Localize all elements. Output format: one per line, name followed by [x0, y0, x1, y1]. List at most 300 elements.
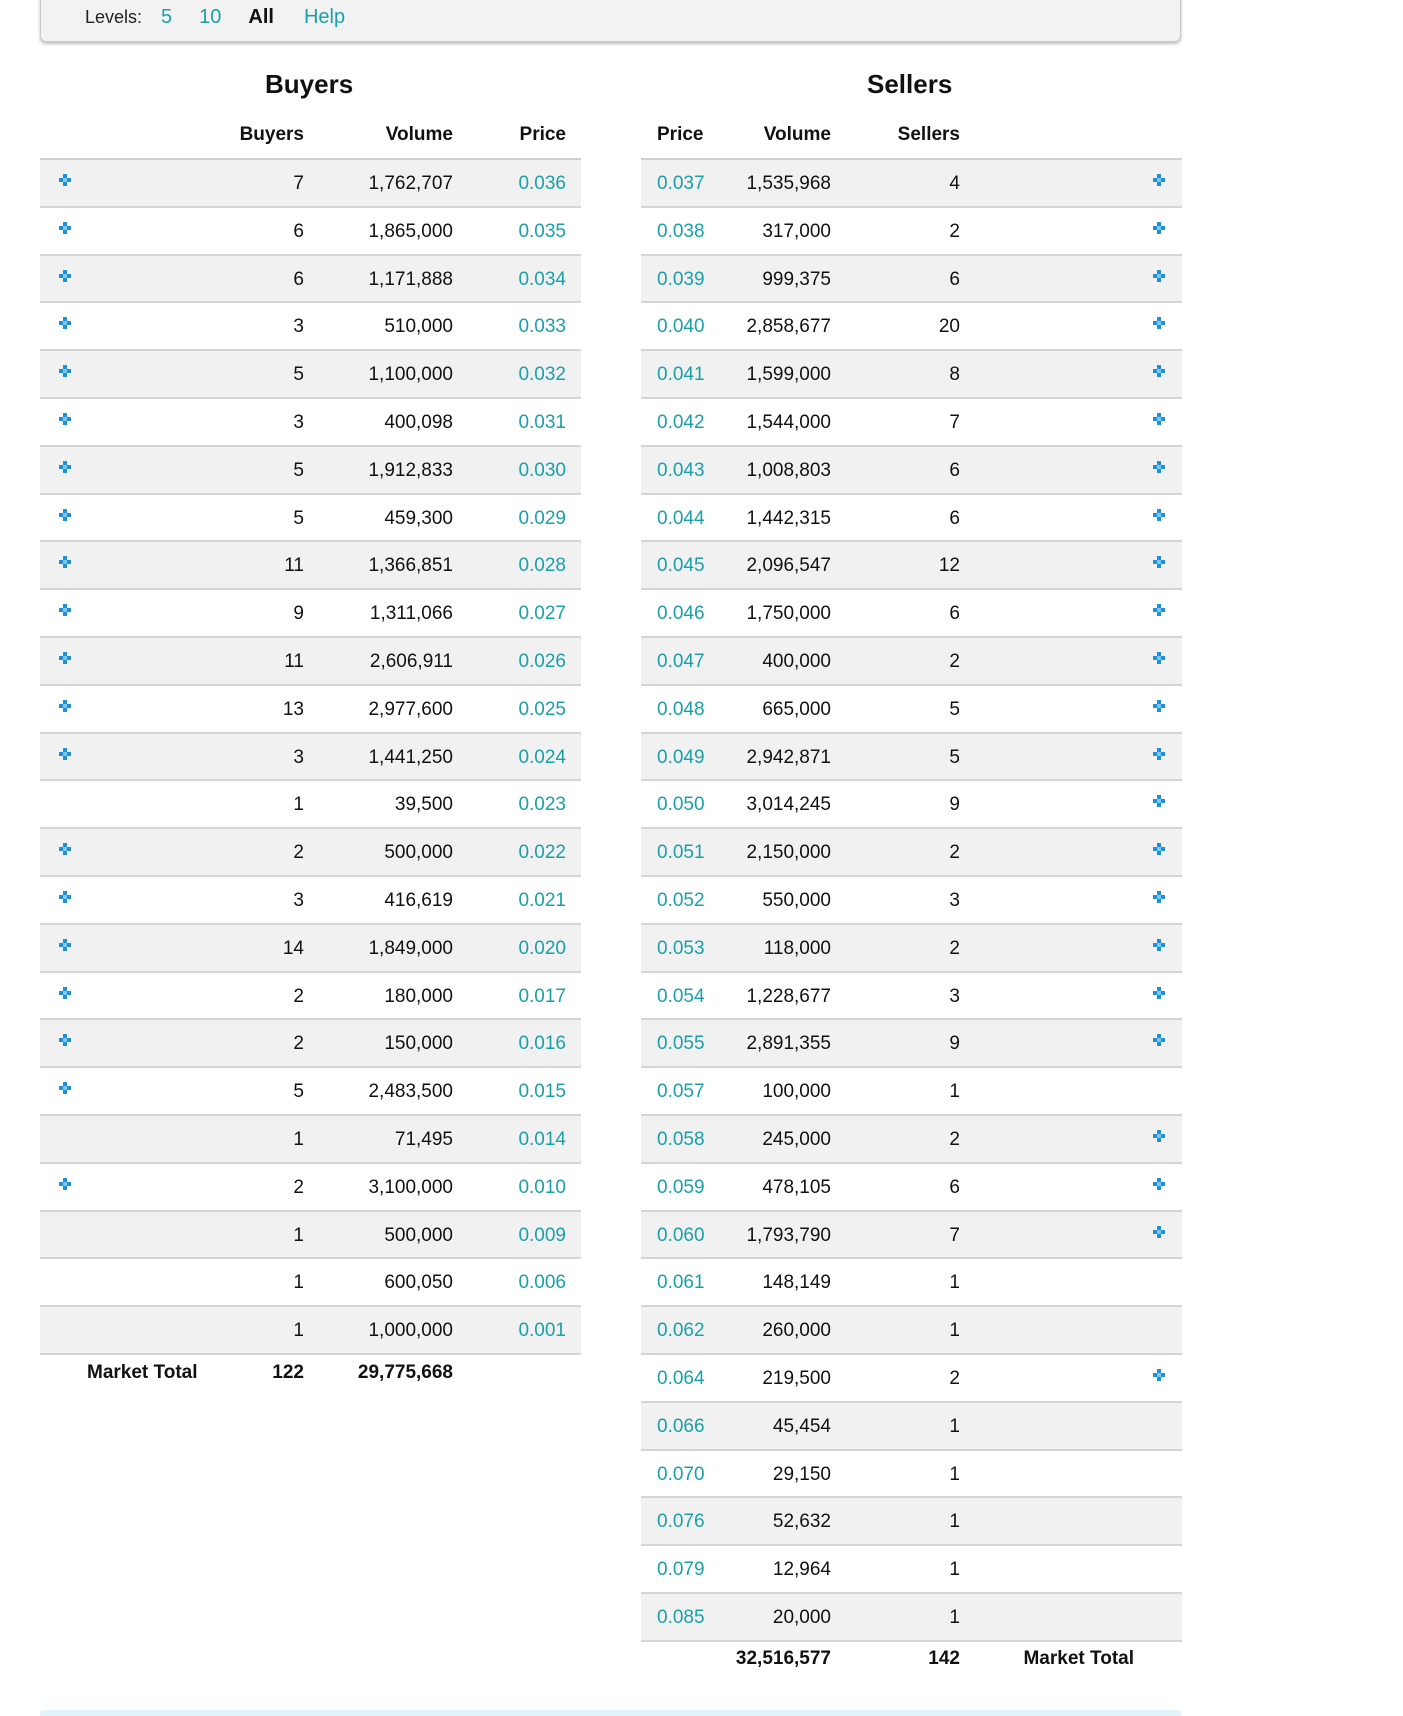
plus-icon-center [63, 1038, 67, 1042]
sellers-total-volume: 32,516,577 [735, 1648, 831, 1669]
seller-price-link[interactable]: 0.061 [657, 1272, 705, 1294]
seller-price-link[interactable]: 0.041 [657, 364, 705, 386]
seller-price-link[interactable]: 0.076 [657, 1511, 705, 1533]
buyer-count: 1 [293, 794, 304, 816]
buyer-price-link[interactable]: 0.034 [518, 268, 566, 290]
seller-count: 5 [949, 698, 960, 720]
buyer-count: 6 [293, 220, 304, 242]
seller-row [641, 399, 1182, 447]
seller-price-link[interactable]: 0.070 [657, 1463, 705, 1485]
plus-icon[interactable] [1152, 1368, 1166, 1382]
seller-price-link[interactable]: 0.054 [657, 985, 705, 1007]
plus-icon[interactable] [1152, 221, 1166, 235]
seller-price-link[interactable]: 0.059 [657, 1176, 705, 1198]
plus-icon-center [63, 1086, 67, 1090]
seller-price-link[interactable]: 0.038 [657, 220, 705, 242]
buyer-volume: 3,100,000 [368, 1176, 453, 1198]
sellers-market-total [641, 1638, 1182, 1678]
buyer-volume: 1,311,066 [369, 603, 453, 625]
buyers-count-header: Buyers [239, 124, 304, 145]
buyer-row [40, 1259, 581, 1307]
seller-price-link[interactable]: 0.037 [657, 173, 705, 194]
seller-count: 5 [949, 746, 960, 768]
seller-volume: 1,535,968 [746, 173, 831, 194]
plus-icon-center [1157, 943, 1161, 947]
plus-icon[interactable] [58, 1033, 72, 1047]
buyer-price-link[interactable]: 0.026 [518, 650, 566, 672]
buyer-count: 1 [293, 1320, 304, 1342]
buyer-count: 13 [282, 698, 304, 720]
seller-row [641, 1546, 1182, 1594]
buyer-row [40, 973, 581, 1021]
plus-icon-center [63, 704, 67, 708]
buyers-total-label: Market Total [87, 1362, 198, 1383]
buyer-row [40, 1164, 581, 1212]
plus-icon-center [1157, 656, 1161, 660]
plus-icon[interactable] [1152, 1225, 1166, 1239]
buyer-row [40, 208, 581, 256]
plus-icon-center [63, 1182, 67, 1186]
buyer-volume: 1,171,888 [368, 268, 453, 290]
buyer-row [40, 1116, 581, 1164]
buyer-price-link[interactable]: 0.017 [518, 985, 566, 1007]
plus-icon-center [1157, 799, 1161, 803]
plus-icon[interactable] [1152, 651, 1166, 665]
plus-icon[interactable] [58, 412, 72, 426]
seller-count: 6 [949, 507, 960, 529]
seller-row [641, 925, 1182, 973]
seller-row [641, 1116, 1182, 1164]
plus-icon-center [1157, 847, 1161, 851]
seller-row [641, 686, 1182, 734]
buyer-volume: 600,050 [384, 1272, 453, 1294]
plus-icon-center [1157, 704, 1161, 708]
buyer-row [40, 638, 581, 686]
buyer-price-link[interactable]: 0.016 [518, 1033, 566, 1055]
buyer-price-link[interactable]: 0.024 [518, 746, 566, 768]
buyer-price-link[interactable]: 0.015 [518, 1081, 566, 1103]
buyers-title: Buyers [265, 69, 354, 99]
plus-icon-center [1157, 1373, 1161, 1377]
seller-count: 12 [938, 555, 960, 577]
seller-price-link[interactable]: 0.040 [657, 316, 705, 338]
plus-icon-center [1157, 226, 1161, 230]
buyer-volume: 150,000 [384, 1033, 453, 1055]
buyer-row [40, 447, 581, 495]
buyer-volume: 1,100,000 [368, 364, 453, 386]
plus-icon-center [63, 895, 67, 899]
buyer-volume: 400,098 [384, 411, 453, 433]
plus-icon[interactable] [1152, 173, 1166, 187]
buyer-count: 3 [293, 316, 304, 338]
buyer-price-link[interactable]: 0.027 [518, 603, 566, 625]
seller-count: 1 [949, 1606, 960, 1628]
seller-volume: 2,096,547 [746, 555, 831, 577]
levels-panel [40, 0, 1181, 42]
seller-volume: 260,000 [762, 1320, 831, 1342]
buyer-price-link[interactable]: 0.030 [518, 459, 566, 481]
seller-count: 2 [949, 220, 960, 242]
plus-icon[interactable] [1152, 938, 1166, 952]
plus-icon-center [1157, 1038, 1161, 1042]
buyer-volume: 459,300 [384, 507, 453, 529]
seller-volume: 1,599,000 [746, 364, 831, 386]
seller-count: 7 [949, 411, 960, 433]
seller-volume: 100,000 [762, 1081, 831, 1103]
buyer-volume: 1,849,000 [368, 937, 453, 959]
buyers-column-headers [40, 122, 581, 158]
seller-count: 3 [949, 889, 960, 911]
plus-icon[interactable] [58, 747, 72, 761]
buyer-price-link[interactable]: 0.033 [518, 316, 566, 338]
seller-row [641, 256, 1182, 304]
plus-icon-center [1157, 991, 1161, 995]
buyer-count: 7 [293, 173, 304, 194]
seller-count: 1 [949, 1415, 960, 1437]
seller-volume: 2,891,355 [746, 1033, 831, 1055]
plus-icon-center [1157, 1230, 1161, 1234]
plus-icon-center [1157, 321, 1161, 325]
plus-icon[interactable] [58, 460, 72, 474]
seller-row [641, 1594, 1182, 1642]
levels-selector [85, 6, 372, 29]
bottom-panel-edge [40, 1710, 1181, 1716]
seller-row [641, 1403, 1182, 1451]
buyer-count: 14 [282, 937, 304, 959]
seller-price-link[interactable]: 0.058 [657, 1128, 705, 1150]
plus-icon-center [1157, 465, 1161, 469]
plus-icon[interactable] [1152, 460, 1166, 474]
plus-icon[interactable] [58, 269, 72, 283]
seller-volume: 1,442,315 [746, 507, 831, 529]
plus-icon[interactable] [58, 1177, 72, 1191]
seller-price-link[interactable]: 0.057 [657, 1081, 705, 1103]
plus-icon[interactable] [58, 555, 72, 569]
seller-volume: 2,150,000 [746, 842, 831, 864]
plus-icon[interactable] [58, 986, 72, 1000]
plus-icon[interactable] [1152, 1129, 1166, 1143]
plus-icon-center [1157, 274, 1161, 278]
plus-icon[interactable] [58, 508, 72, 522]
buyer-row [40, 495, 581, 543]
sellers-price-header: Price [657, 124, 704, 145]
plus-icon[interactable] [1152, 842, 1166, 856]
buyer-row [40, 590, 581, 638]
seller-count: 6 [949, 603, 960, 625]
plus-icon[interactable] [58, 699, 72, 713]
sellers-total-count: 142 [928, 1648, 960, 1669]
plus-icon-center [1157, 417, 1161, 421]
buyer-price-link[interactable]: 0.021 [518, 889, 566, 911]
plus-icon-center [1157, 895, 1161, 899]
seller-volume: 1,750,000 [746, 603, 831, 625]
plus-icon[interactable] [58, 173, 72, 187]
seller-row [641, 734, 1182, 782]
seller-volume: 1,793,790 [746, 1224, 831, 1246]
seller-row [641, 160, 1182, 208]
buyer-count: 2 [293, 1176, 304, 1198]
level-option-10[interactable]: 10 [199, 6, 222, 28]
buyer-row [40, 877, 581, 925]
help-link[interactable]: Help [303, 6, 346, 28]
seller-price-link[interactable]: 0.046 [657, 603, 705, 625]
buyer-row [40, 256, 581, 304]
seller-price-link[interactable]: 0.053 [657, 937, 705, 959]
buyer-volume: 180,000 [384, 985, 453, 1007]
seller-price-link[interactable]: 0.064 [657, 1367, 705, 1389]
seller-volume: 550,000 [762, 889, 831, 911]
seller-row [641, 1355, 1182, 1403]
seller-price-link[interactable]: 0.062 [657, 1320, 705, 1342]
buyer-price-link[interactable]: 0.009 [518, 1224, 566, 1246]
plus-icon[interactable] [1152, 508, 1166, 522]
seller-price-link[interactable]: 0.047 [657, 650, 705, 672]
level-option-5[interactable]: 5 [161, 6, 173, 28]
buyer-volume: 1,000,000 [368, 1320, 453, 1342]
plus-icon[interactable] [1152, 269, 1166, 283]
plus-icon-center [63, 274, 67, 278]
sellers-column-headers [641, 122, 1182, 158]
seller-price-link[interactable]: 0.052 [657, 889, 705, 911]
plus-icon[interactable] [58, 842, 72, 856]
buyer-row [40, 686, 581, 734]
plus-icon-center [1157, 369, 1161, 373]
buyer-volume: 2,606,911 [369, 650, 453, 672]
sellers-title: Sellers [867, 69, 953, 99]
seller-price-link[interactable]: 0.051 [657, 842, 705, 864]
buyer-price-link[interactable]: 0.006 [518, 1272, 566, 1294]
buyer-count: 2 [293, 1033, 304, 1055]
seller-count: 1 [949, 1320, 960, 1342]
buyer-row [40, 1068, 581, 1116]
plus-icon[interactable] [58, 890, 72, 904]
buyer-count: 9 [293, 603, 304, 625]
buyer-price-link[interactable]: 0.001 [518, 1320, 566, 1342]
buyer-row [40, 399, 581, 447]
plus-icon-center [1157, 513, 1161, 517]
buyers-rows [40, 158, 581, 1355]
seller-volume: 118,000 [763, 937, 831, 959]
seller-row [641, 1068, 1182, 1116]
buyer-count: 11 [284, 650, 304, 672]
sellers-count-header: Sellers [897, 124, 960, 145]
seller-price-link[interactable]: 0.055 [657, 1033, 705, 1055]
buyer-row [40, 160, 581, 208]
buyer-price-link[interactable]: 0.010 [518, 1176, 566, 1198]
buyer-row [40, 1020, 581, 1068]
buyer-count: 1 [293, 1224, 304, 1246]
seller-price-link[interactable]: 0.060 [657, 1224, 705, 1246]
seller-price-link[interactable]: 0.049 [657, 746, 705, 768]
buyer-count: 11 [284, 555, 304, 577]
seller-volume: 12,964 [772, 1559, 831, 1581]
plus-icon[interactable] [1152, 747, 1166, 761]
buyer-volume: 500,000 [384, 1224, 453, 1246]
buyer-count: 5 [293, 1081, 304, 1103]
buyer-price-link[interactable]: 0.036 [518, 173, 566, 194]
plus-icon[interactable] [58, 1081, 72, 1095]
buyer-price-link[interactable]: 0.022 [518, 842, 566, 864]
seller-volume: 219,500 [762, 1367, 831, 1389]
seller-count: 4 [949, 173, 960, 194]
buyer-price-link[interactable]: 0.029 [518, 507, 566, 529]
seller-count: 8 [949, 364, 960, 386]
buyer-volume: 71,495 [394, 1128, 453, 1150]
buyer-count: 5 [293, 507, 304, 529]
buyer-row [40, 303, 581, 351]
plus-icon[interactable] [58, 316, 72, 330]
plus-icon-center [63, 369, 67, 373]
seller-count: 2 [949, 1367, 960, 1389]
plus-icon-center [63, 943, 67, 947]
seller-volume: 2,858,677 [746, 316, 831, 338]
seller-count: 6 [949, 1176, 960, 1198]
buyer-price-link[interactable]: 0.032 [518, 364, 566, 386]
buyer-volume: 416,619 [384, 889, 453, 911]
buyer-row [40, 1212, 581, 1260]
plus-icon[interactable] [1152, 890, 1166, 904]
buyers-volume-header: Volume [385, 124, 453, 145]
seller-price-link[interactable]: 0.044 [657, 507, 705, 529]
buyer-price-link[interactable]: 0.025 [518, 698, 566, 720]
seller-count: 20 [938, 316, 960, 338]
buyer-volume: 2,483,500 [368, 1081, 453, 1103]
plus-icon-center [63, 321, 67, 325]
seller-price-link[interactable]: 0.050 [657, 794, 705, 816]
seller-price-link[interactable]: 0.043 [657, 459, 705, 481]
seller-count: 6 [949, 459, 960, 481]
seller-price-link[interactable]: 0.048 [657, 698, 705, 720]
seller-row [641, 638, 1182, 686]
level-option-all[interactable]: All [248, 6, 274, 28]
plus-icon-center [1157, 1134, 1161, 1138]
seller-price-link[interactable]: 0.045 [657, 555, 705, 577]
plus-icon-center [63, 752, 67, 756]
seller-volume: 52,632 [772, 1511, 831, 1533]
seller-volume: 2,942,871 [746, 746, 831, 768]
seller-count: 2 [949, 842, 960, 864]
seller-volume: 1,008,803 [746, 459, 831, 481]
buyer-volume: 500,000 [384, 842, 453, 864]
buyers-market-total [40, 1352, 581, 1392]
seller-price-link[interactable]: 0.079 [657, 1559, 705, 1581]
plus-icon[interactable] [1152, 699, 1166, 713]
plus-icon[interactable] [58, 603, 72, 617]
seller-count: 7 [949, 1224, 960, 1246]
seller-price-link[interactable]: 0.085 [657, 1606, 705, 1628]
seller-volume: 1,544,000 [746, 411, 831, 433]
plus-icon-center [63, 417, 67, 421]
plus-icon-center [63, 513, 67, 517]
seller-volume: 999,375 [762, 268, 831, 290]
plus-icon-center [63, 608, 67, 612]
buyer-volume: 39,500 [394, 794, 453, 816]
seller-count: 1 [949, 1511, 960, 1533]
buyer-row [40, 734, 581, 782]
buyer-price-link[interactable]: 0.023 [518, 794, 566, 816]
buyer-price-link[interactable]: 0.020 [518, 937, 566, 959]
seller-volume: 20,000 [772, 1606, 831, 1628]
buyer-row [40, 925, 581, 973]
plus-icon[interactable] [1152, 603, 1166, 617]
plus-icon[interactable] [1152, 986, 1166, 1000]
plus-icon[interactable] [1152, 794, 1166, 808]
seller-row [641, 1020, 1182, 1068]
buyer-volume: 2,977,600 [368, 698, 453, 720]
seller-row [641, 877, 1182, 925]
buyer-count: 3 [293, 746, 304, 768]
sellers-volume-header: Volume [763, 124, 831, 145]
buyer-price-link[interactable]: 0.035 [518, 220, 566, 242]
plus-icon[interactable] [1152, 316, 1166, 330]
plus-icon[interactable] [58, 651, 72, 665]
seller-volume: 3,014,245 [746, 794, 831, 816]
plus-icon[interactable] [1152, 412, 1166, 426]
buyers-total-count: 122 [272, 1362, 304, 1383]
buyer-row [40, 542, 581, 590]
seller-volume: 45,454 [772, 1415, 831, 1437]
plus-icon[interactable] [58, 221, 72, 235]
seller-price-link[interactable]: 0.042 [657, 411, 705, 433]
buyer-row [40, 829, 581, 877]
levels-label: Levels: [85, 7, 143, 27]
seller-count: 1 [949, 1559, 960, 1581]
buyer-volume: 1,441,250 [368, 746, 453, 768]
plus-icon[interactable] [58, 364, 72, 378]
plus-icon-center [1157, 752, 1161, 756]
seller-count: 2 [949, 650, 960, 672]
seller-row [641, 542, 1182, 590]
buyer-count: 3 [293, 889, 304, 911]
plus-icon-center [63, 560, 67, 564]
seller-price-link[interactable]: 0.039 [657, 268, 705, 290]
plus-icon-center [1157, 608, 1161, 612]
seller-row [641, 781, 1182, 829]
seller-count: 3 [949, 985, 960, 1007]
seller-count: 9 [949, 1033, 960, 1055]
plus-icon-center [63, 226, 67, 230]
seller-count: 9 [949, 794, 960, 816]
seller-row [641, 1498, 1182, 1546]
plus-icon[interactable] [1152, 364, 1166, 378]
plus-icon[interactable] [1152, 555, 1166, 569]
seller-row [641, 829, 1182, 877]
buyer-count: 5 [293, 364, 304, 386]
buyer-volume: 1,912,833 [368, 459, 453, 481]
seller-row [641, 495, 1182, 543]
plus-icon-center [1157, 1182, 1161, 1186]
buyer-volume: 1,762,707 [368, 173, 453, 194]
plus-icon-center [63, 656, 67, 660]
seller-volume: 29,150 [772, 1463, 831, 1485]
buyer-volume: 510,000 [384, 316, 453, 338]
buyer-price-link[interactable]: 0.014 [518, 1128, 566, 1150]
sellers-total-label: Market Total [1023, 1648, 1134, 1669]
seller-count: 1 [949, 1272, 960, 1294]
buyer-price-link[interactable]: 0.031 [518, 411, 566, 433]
seller-row [641, 303, 1182, 351]
seller-row [641, 1259, 1182, 1307]
seller-price-link[interactable]: 0.066 [657, 1415, 705, 1437]
buyer-price-link[interactable]: 0.028 [518, 555, 566, 577]
seller-row [641, 1451, 1182, 1499]
plus-icon-center [63, 178, 67, 182]
plus-icon[interactable] [1152, 1033, 1166, 1047]
plus-icon-center [63, 991, 67, 995]
seller-volume: 245,000 [762, 1128, 831, 1150]
plus-icon[interactable] [58, 938, 72, 952]
plus-icon[interactable] [1152, 1177, 1166, 1191]
